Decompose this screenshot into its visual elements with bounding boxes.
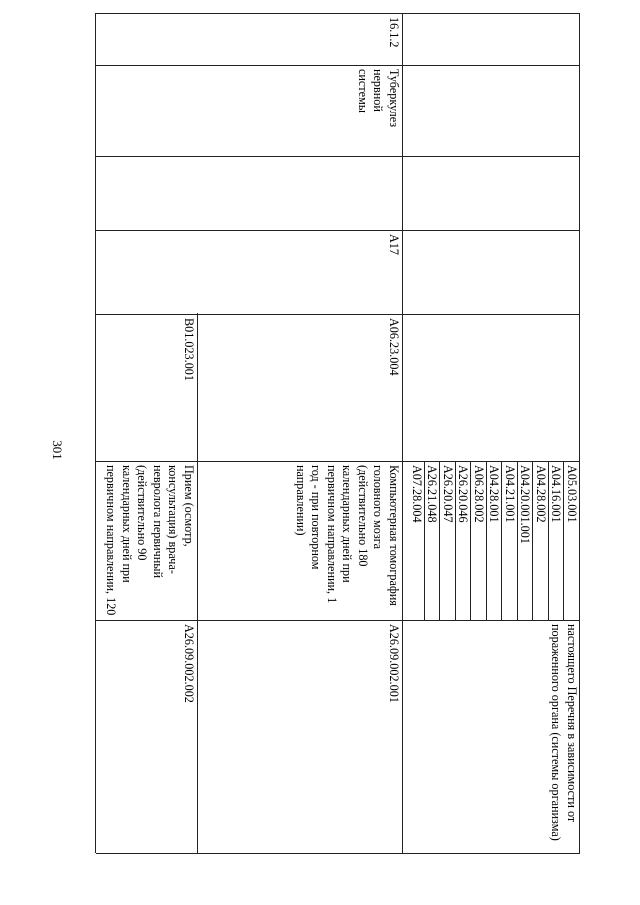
code-item: A04.16.001	[549, 465, 564, 523]
code-item: A04.21.001	[503, 465, 517, 523]
page-number: 301	[50, 440, 65, 460]
col-line	[96, 230, 580, 231]
code-item: A26.21.048	[425, 465, 440, 523]
top-row-description: настоящего Перечня в зависимости от пораженного органа (системы организма)	[549, 624, 579, 841]
col-line	[96, 314, 580, 315]
disease-name: Туберкулез нервной системы	[356, 69, 401, 128]
code-item: A26.20.047	[441, 465, 455, 523]
code-item: A06.28.002	[472, 465, 486, 523]
code-item: A05.03.001	[565, 465, 579, 523]
col-line	[96, 13, 580, 14]
table-border-bottom	[95, 13, 96, 853]
top-row-codes	[408, 461, 581, 620]
entry1-sub-code: A26.09.002.001	[387, 624, 401, 703]
col-line	[96, 853, 580, 854]
entry1-name: Компьютерная томография головного мозга (действительно 180 календарных дней при первичном направлении, 1 год - при повторном направлении)	[294, 465, 401, 606]
code-item: A26.20.046	[456, 465, 471, 523]
entry1-code: A06.23.004	[387, 318, 401, 376]
code-item: A07.28.004	[410, 465, 424, 523]
entry2-name: Прием (осмотр, консультация) врача-невролога первичный (действительно 90 календарных дней при первичном направлении, 120	[104, 465, 196, 616]
row-divider	[402, 13, 403, 853]
code-item: A04.20.001.001	[518, 465, 533, 544]
row-number: 16.1.2	[387, 17, 401, 48]
code-item: A04.28.002	[534, 465, 548, 523]
icd-code: A17	[387, 234, 401, 255]
col-line	[96, 156, 580, 157]
entry2-code: B01.023.001	[182, 318, 196, 381]
col-line	[96, 65, 580, 66]
row-divider-entry	[197, 313, 198, 853]
col-line	[96, 620, 580, 621]
rotated-table	[96, 13, 580, 853]
entry2-sub-code: A26.09.002.002	[182, 624, 196, 703]
code-item: A04.28.001	[487, 465, 502, 523]
